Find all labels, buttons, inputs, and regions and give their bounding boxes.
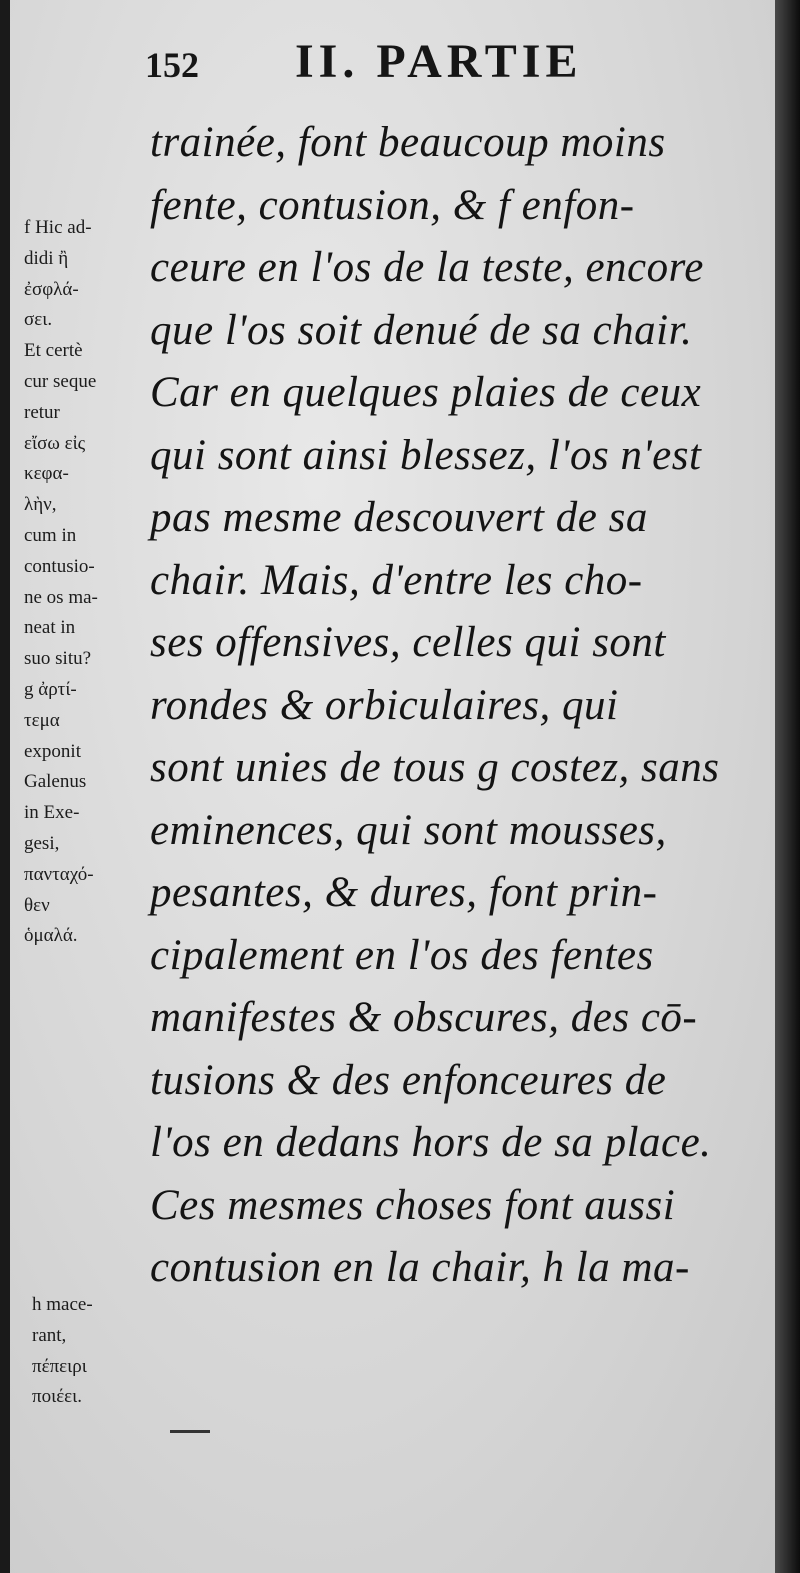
margin-note-line: cur seque bbox=[24, 370, 97, 392]
text-line: qui sont ainsi blessez, l'os n'est bbox=[150, 431, 702, 479]
margin-note-line: εἴσω εἰς bbox=[24, 432, 86, 454]
text-line: ceure en l'os de la teste, encore bbox=[150, 244, 704, 291]
margin-note-line: in Exe- bbox=[24, 802, 80, 824]
running-head bbox=[145, 34, 745, 104]
margin-note-line: τεμα bbox=[24, 709, 60, 731]
body-text bbox=[150, 112, 770, 1300]
page-edge-shadow bbox=[775, 0, 800, 1573]
margin-note-line: suo situ? bbox=[24, 648, 92, 670]
margin-note-line: h mace- bbox=[32, 1294, 93, 1315]
text-line: pas mesme descouvert de sa bbox=[150, 494, 648, 541]
catchword-dash bbox=[170, 1430, 210, 1433]
margin-notes-lower bbox=[32, 1290, 167, 1413]
text-line: trainée, font beaucoup moins bbox=[150, 119, 666, 166]
margin-note-line: κεφα- bbox=[24, 463, 69, 485]
margin-note-line: retur bbox=[24, 401, 60, 423]
text-line: ses offensives, celles qui sont bbox=[150, 619, 666, 666]
margin-note-line: Galenus bbox=[24, 771, 87, 793]
margin-note-line: g ἀρτί- bbox=[24, 678, 77, 700]
text-line: sont unies de tous g costez, sans bbox=[150, 744, 720, 791]
margin-note-line: cum in bbox=[24, 524, 77, 546]
margin-note-line: gesi, bbox=[24, 832, 60, 854]
book-page bbox=[10, 0, 775, 1573]
margin-note-line: πέπειρι bbox=[32, 1355, 87, 1377]
margin-note-line: λὴν, bbox=[24, 494, 57, 516]
margin-note-line: ὁμαλά. bbox=[24, 925, 78, 947]
margin-note-line: f Hic ad- bbox=[24, 217, 92, 238]
margin-note-line: Et certè bbox=[24, 340, 83, 362]
text-line: que l'os soit denué de sa chair. bbox=[150, 306, 693, 354]
margin-note-line: exponit bbox=[24, 740, 81, 762]
margin-note-line: neat in bbox=[24, 617, 76, 639]
margin-note-line: didi ἢ bbox=[24, 247, 69, 269]
margin-note-line: ἐσφλά- bbox=[24, 278, 79, 300]
text-line: rondes & orbiculaires, qui bbox=[150, 681, 619, 729]
margin-note-line: πανταχό- bbox=[24, 863, 94, 885]
margin-note-line: σει. bbox=[24, 309, 53, 331]
text-line: eminences, qui sont mousses, bbox=[150, 806, 667, 854]
text-line: contusion en la chair, h la ma- bbox=[150, 1244, 690, 1291]
text-line: l'os en dedans hors de sa place. bbox=[150, 1119, 712, 1166]
margin-note-line: rant, bbox=[32, 1324, 67, 1346]
text-line: pesantes, & dures, font prin- bbox=[150, 869, 658, 916]
margin-note-line: θεν bbox=[24, 894, 50, 916]
margin-notes bbox=[24, 213, 159, 952]
margin-note-line: ποιέει. bbox=[32, 1386, 83, 1408]
text-line: cipalement en l'os des fentes bbox=[150, 931, 654, 979]
page-title: II. PARTIE bbox=[295, 35, 583, 88]
text-line: manifestes & obscures, des cō- bbox=[150, 994, 698, 1041]
text-line: Car en quelques plaies de ceux bbox=[150, 369, 702, 416]
text-line: chair. Mais, d'entre les cho- bbox=[150, 556, 643, 604]
text-line: fente, contusion, & f enfon- bbox=[150, 181, 635, 229]
page-number: 152 bbox=[145, 45, 199, 85]
margin-note-line: contusio- bbox=[24, 555, 95, 577]
margin-note-line: ne os ma- bbox=[24, 586, 98, 608]
text-line: Ces mesmes choses font aussi bbox=[150, 1181, 676, 1229]
text-line: tusions & des enfonceures de bbox=[150, 1056, 667, 1104]
